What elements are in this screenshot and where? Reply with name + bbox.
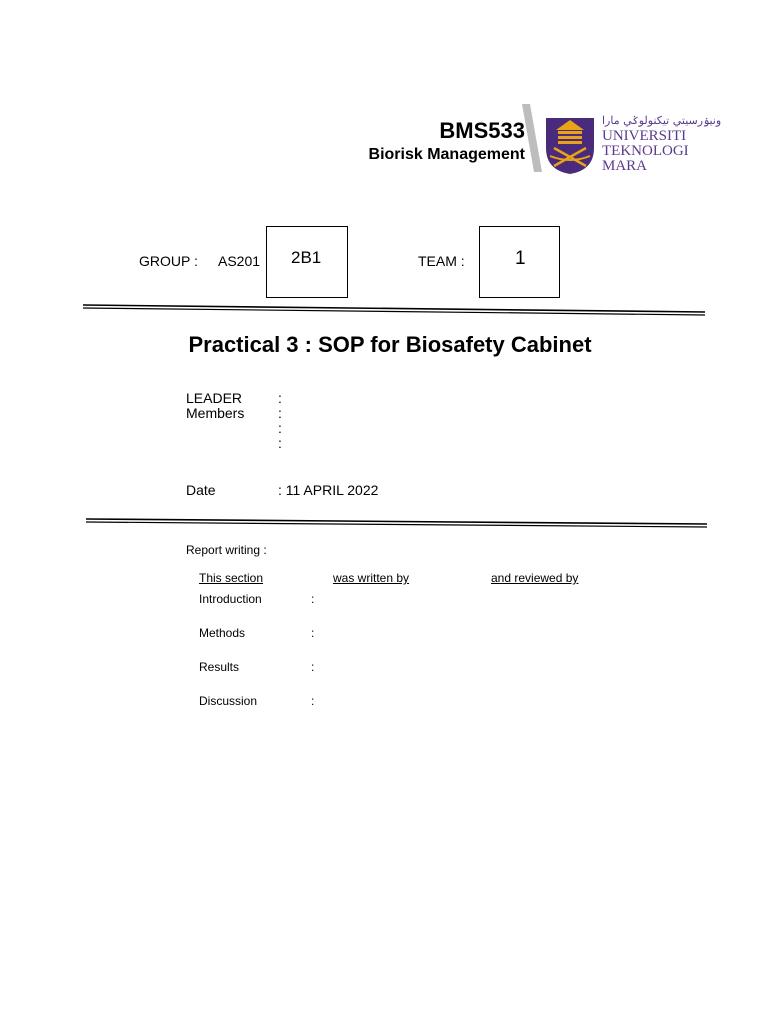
team-value: 1 — [515, 248, 526, 269]
logo-line-universiti: UNIVERSITI — [602, 128, 687, 144]
divider-rule-top — [0, 302, 768, 316]
report-row-discussion-colon: : — [311, 694, 315, 708]
logo-line-mara: MARA — [602, 158, 648, 174]
team-label: TEAM : — [418, 253, 465, 269]
report-row-results-colon: : — [311, 660, 315, 674]
report-writing-heading: Report writing : — [186, 543, 267, 557]
logo-arabic-script: ونيۏرسيتي تيكنولوݢي مارا — [602, 114, 722, 127]
section-value: 2B1 — [291, 248, 322, 267]
report-row-methods: Methods — [199, 626, 246, 640]
members-colon-1: : — [278, 405, 282, 421]
report-row-introduction-colon: : — [311, 592, 315, 606]
members-label: Members — [186, 405, 245, 421]
team-box — [479, 226, 560, 298]
report-row-discussion: Discussion — [199, 694, 258, 708]
section-box — [266, 226, 348, 298]
date-label: Date — [186, 482, 216, 498]
group-value: AS201 — [218, 253, 261, 269]
course-code: BMS533 — [439, 118, 525, 143]
university-logo — [520, 100, 722, 180]
logo-line-teknologi: TEKNOLOGI — [602, 143, 689, 159]
report-row-results: Results — [199, 660, 240, 674]
column-header-written-by: was written by — [333, 571, 410, 585]
group-label: GROUP : — [139, 253, 198, 269]
report-row-introduction: Introduction — [199, 592, 262, 606]
members-colon-2: : — [278, 420, 282, 436]
column-header-reviewed-by: and reviewed by — [491, 571, 579, 585]
report-row-methods-colon: : — [311, 626, 315, 640]
page-title: Practical 3 : SOP for Biosafety Cabinet — [188, 332, 592, 357]
date-value: : 11 APRIL 2022 — [278, 482, 379, 498]
leader-label: LEADER — [186, 390, 243, 406]
course-name: Biorisk Management — [368, 146, 525, 163]
leader-colon: : — [278, 390, 282, 406]
divider-rule-bottom — [0, 516, 768, 530]
members-colon-3: : — [278, 435, 282, 451]
column-header-section: This section — [199, 571, 264, 585]
